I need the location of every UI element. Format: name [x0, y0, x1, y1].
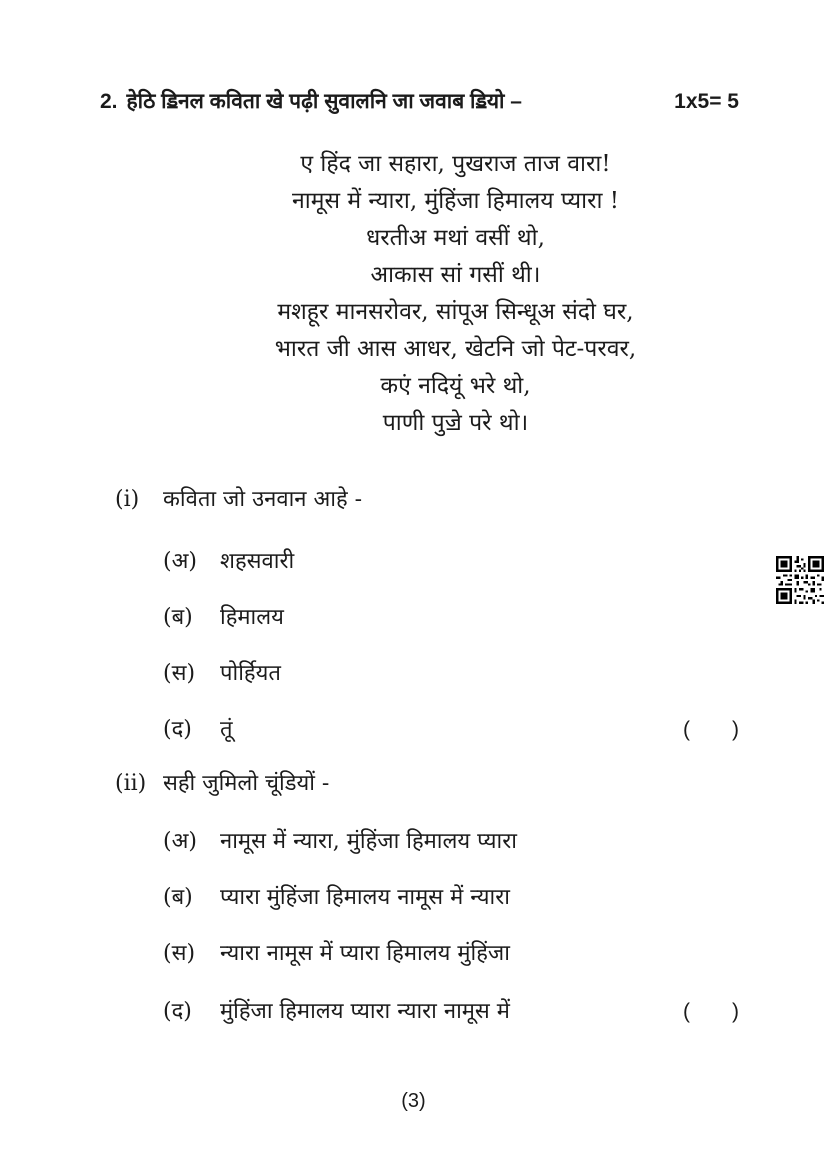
- subquestion-ii-text: सही जुमिलो चूंडियों -: [163, 771, 330, 796]
- poem-line: पाणी पुॼे परे थो।: [382, 410, 529, 436]
- subquestion-i-text: कविता जो उनवान आहे -: [163, 487, 363, 512]
- option-row: [163, 548, 739, 576]
- subquestion-ii-number: (ii): [115, 771, 147, 796]
- option-letter: (द): [163, 717, 192, 742]
- question-marks: 1x5= 5: [674, 90, 739, 113]
- option-letter: (ब): [163, 885, 193, 910]
- option-letter: (ब): [163, 605, 193, 630]
- option-text: पोर्हियत: [220, 661, 281, 686]
- subquestion-i-number: (i): [115, 487, 140, 512]
- poem-line: ए हिंद जा सहारा, पुखराज ताज वारा!: [300, 151, 611, 177]
- page-number: (3): [401, 1090, 426, 1112]
- option-row: [163, 828, 739, 856]
- answer-brackets: [683, 716, 739, 744]
- option-letter: (अ): [163, 549, 197, 574]
- option-text: न्यारा नामूस में प्यारा हिमालय मुंहिंजा: [220, 941, 510, 966]
- option-row: [163, 998, 739, 1026]
- question-text: हेठि ॾिनल कविता खे पढ़ी सुवालनि जा जवाब ॾियो –: [126, 90, 522, 113]
- option-letter: (स): [163, 661, 196, 686]
- subquestion-ii: [115, 770, 739, 798]
- poem-line: कएं नदियूं भरे थो,: [380, 373, 531, 399]
- option-text: मुंहिंजा हिमालय प्यारा न्यारा नामूस में: [220, 999, 510, 1024]
- option-letter: (स): [163, 941, 196, 966]
- option-row: [163, 716, 739, 744]
- option-text: नामूस में न्यारा, मुंहिंजा हिमालय प्यारा: [220, 829, 517, 854]
- option-text: तूं: [220, 717, 233, 742]
- option-text: हिमालय: [220, 605, 284, 630]
- question-header: [100, 88, 739, 116]
- answer-bracket-open: (: [683, 1000, 690, 1023]
- option-letter: (अ): [163, 829, 197, 854]
- poem-block: [84, 146, 827, 442]
- option-row: [163, 660, 739, 688]
- option-text: प्यारा मुंहिंजा हिमालय नामूस में न्यारा: [220, 885, 510, 910]
- subquestion-i: [115, 486, 739, 514]
- option-text: शहसवारी: [220, 549, 295, 574]
- option-row: [163, 884, 739, 912]
- answer-bracket-close: ): [732, 718, 739, 741]
- poem-line: मशहूर मानसरोवर, सांपूअ सिन्धूअ संदो घर,: [277, 299, 634, 325]
- qr-code-icon: [770, 556, 827, 604]
- poem-line: धरतीअ मथां वसीं थो,: [366, 225, 545, 251]
- poem-line: नामूस में न्यारा, मुंहिंजा हिमालय प्यारा !: [292, 188, 619, 214]
- answer-bracket-open: (: [683, 718, 690, 741]
- answer-bracket-close: ): [732, 1000, 739, 1023]
- poem-line: भारत जी आस आधर, खेटनि जो पेट-परवर,: [274, 336, 637, 362]
- question-number: 2.: [100, 90, 118, 113]
- answer-brackets: [683, 998, 739, 1026]
- option-letter: (द): [163, 999, 192, 1024]
- poem-line: आकास सां गसीं थी।: [370, 262, 541, 288]
- option-row: [163, 604, 739, 632]
- option-row: [163, 940, 739, 968]
